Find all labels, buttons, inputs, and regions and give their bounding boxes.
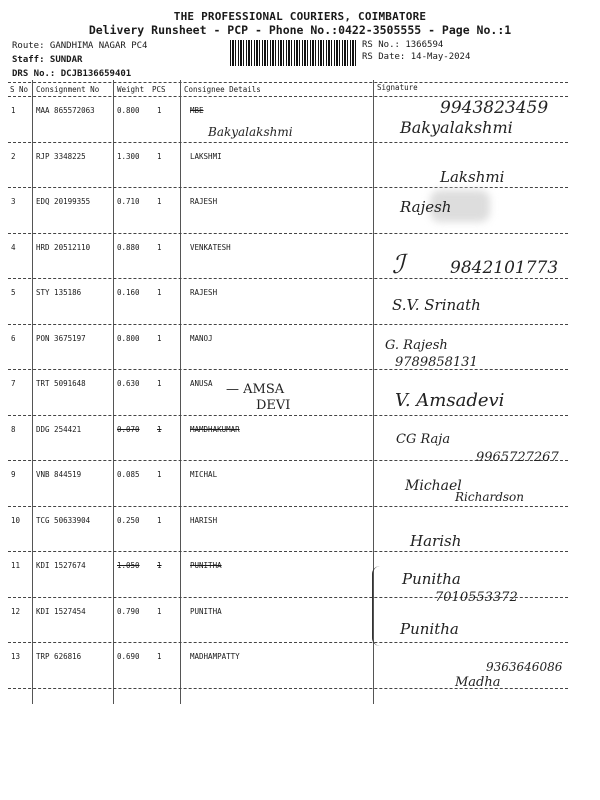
cell-consignment: HRD 20512110 bbox=[36, 242, 91, 252]
cell-weight: 0.160 bbox=[117, 288, 140, 297]
row-separator bbox=[8, 551, 568, 552]
cell-sno: 3 bbox=[11, 197, 16, 206]
cell-consignee: HARISH bbox=[190, 515, 218, 525]
handwritten-phone: 9789858131 bbox=[395, 355, 478, 370]
col-sno: S No bbox=[10, 85, 29, 94]
signature: Punitha bbox=[400, 620, 459, 638]
header-top-rule bbox=[8, 82, 568, 83]
signature-mark: ℐ bbox=[392, 250, 405, 280]
cell-sno: 8 bbox=[11, 424, 16, 434]
row-separator bbox=[8, 324, 568, 325]
cell-consignment: MAA 865572063 bbox=[36, 106, 95, 115]
cell-pcs: 1 bbox=[157, 561, 162, 570]
cell-consignment: DDG 254421 bbox=[36, 424, 82, 434]
handwritten-note: DEVI bbox=[256, 398, 291, 413]
col-consignee: Consignee Details bbox=[184, 85, 261, 94]
row-separator bbox=[8, 187, 568, 188]
cell-consignee: MAMDHAKUMAR bbox=[190, 424, 240, 434]
cell-pcs: 1 bbox=[157, 106, 162, 115]
signature: CG Raja bbox=[396, 432, 451, 447]
cell-consignee: ANUSA bbox=[190, 379, 213, 388]
cell-weight: 0.690 bbox=[117, 652, 140, 661]
cell-weight: 0.085 bbox=[117, 470, 140, 479]
cell-weight: 0.800 bbox=[117, 333, 140, 343]
cell-consignee: PUNITHA bbox=[190, 561, 222, 570]
cell-sno: 4 bbox=[11, 242, 16, 252]
cell-consignment: PON 3675197 bbox=[36, 333, 86, 343]
handwritten-phone: 9363646086 bbox=[486, 660, 563, 674]
cell-consignee: MANOJ bbox=[190, 333, 213, 343]
cell-pcs: 1 bbox=[157, 333, 162, 343]
signature: Harish bbox=[410, 532, 462, 550]
handwritten-phone: 9943823459 bbox=[440, 98, 549, 118]
handwritten-phone: 9842101773 bbox=[450, 258, 559, 278]
row-separator bbox=[8, 642, 568, 643]
row-separator bbox=[8, 506, 568, 507]
row-separator bbox=[8, 369, 568, 370]
cell-pcs: 1 bbox=[157, 242, 162, 252]
col-pcs: PCS bbox=[152, 85, 166, 94]
cell-pcs: 1 bbox=[157, 470, 162, 479]
cell-sno: 1 bbox=[11, 106, 16, 115]
cell-sno: 10 bbox=[11, 515, 21, 525]
cell-consignment: KDI 1527454 bbox=[36, 606, 86, 616]
staff: Staff: SUNDAR bbox=[12, 55, 83, 65]
barcode bbox=[230, 40, 356, 66]
rs-number: RS No.: 1366594 bbox=[362, 40, 444, 50]
cell-sno: 9 bbox=[11, 470, 16, 479]
row-separator bbox=[8, 278, 568, 279]
cell-consignee: VENKATESH bbox=[190, 242, 231, 252]
cell-sno: 5 bbox=[11, 288, 16, 297]
signature: Lakshmi bbox=[440, 168, 505, 186]
cell-weight: 0.070 bbox=[117, 424, 140, 434]
cell-weight: 0.800 bbox=[117, 106, 140, 115]
signature: Rajesh bbox=[400, 198, 452, 216]
cell-pcs: 1 bbox=[157, 515, 162, 525]
handwritten-phone: 7010553372 bbox=[435, 590, 518, 605]
signature: V. Amsadevi bbox=[395, 390, 505, 411]
cell-consignee: MADHAMPATTY bbox=[190, 652, 240, 661]
cell-pcs: 1 bbox=[157, 424, 162, 434]
cell-consignee: RAJESH bbox=[190, 288, 218, 297]
handwritten-name: Bakyalakshmi bbox=[208, 125, 293, 139]
col-consignment: Consignment No bbox=[36, 85, 100, 94]
col-sep bbox=[113, 80, 114, 704]
cell-pcs: 1 bbox=[157, 379, 162, 388]
rs-date: RS Date: 14-May-2024 bbox=[362, 52, 471, 62]
cell-weight: 1.050 bbox=[117, 561, 140, 570]
cell-consignment: TCG 50633904 bbox=[36, 515, 91, 525]
cell-consignee: RAJESH bbox=[190, 197, 218, 206]
cell-pcs: 1 bbox=[157, 606, 162, 616]
bracket-mark bbox=[372, 566, 383, 646]
cell-consignment: TRP 626816 bbox=[36, 652, 82, 661]
signature: S.V. Srinath bbox=[392, 296, 481, 314]
cell-consignee: MBE bbox=[190, 106, 204, 115]
cell-weight: 0.880 bbox=[117, 242, 140, 252]
cell-pcs: 1 bbox=[157, 197, 162, 206]
cell-sno: 13 bbox=[11, 652, 21, 661]
cell-weight: 0.630 bbox=[117, 379, 140, 388]
company-title: THE PROFESSIONAL COURIERS, COIMBATORE bbox=[173, 10, 427, 23]
row-separator bbox=[8, 415, 568, 416]
cell-sno: 6 bbox=[11, 333, 16, 343]
cell-consignee: PUNITHA bbox=[190, 606, 222, 616]
signature: Madha bbox=[455, 675, 501, 690]
runsheet-subtitle: Delivery Runsheet - PCP - Phone No.:0422-3505555 - Page No.:1 bbox=[88, 23, 512, 37]
col-signature: Signature bbox=[377, 83, 418, 92]
signature: Richardson bbox=[455, 490, 525, 504]
cell-consignment: RJP 3348225 bbox=[36, 151, 86, 161]
route: Route: GANDHIMA NAGAR PC4 bbox=[12, 41, 148, 51]
cell-sno: 11 bbox=[11, 561, 21, 570]
cell-weight: 0.250 bbox=[117, 515, 140, 525]
cell-pcs: 1 bbox=[157, 151, 162, 161]
col-sep bbox=[32, 80, 33, 704]
handwritten-note: — AMSA bbox=[226, 382, 285, 397]
cell-weight: 1.300 bbox=[117, 151, 140, 161]
drs-number: DRS No.: DCJB136659401 bbox=[12, 69, 132, 79]
cell-consignment: EDQ 20199355 bbox=[36, 197, 91, 206]
row-separator bbox=[8, 142, 568, 143]
cell-consignment: STY 135186 bbox=[36, 288, 82, 297]
handwritten-phone: 9965727267 bbox=[476, 450, 559, 465]
signature: G. Rajesh bbox=[385, 338, 448, 353]
cell-consignee: MICHAL bbox=[190, 470, 218, 479]
cell-weight: 0.710 bbox=[117, 197, 140, 206]
signature: Punitha bbox=[402, 570, 461, 588]
cell-sno: 7 bbox=[11, 379, 16, 388]
cell-sno: 12 bbox=[11, 606, 21, 616]
header-bottom-rule bbox=[8, 96, 568, 97]
cell-pcs: 1 bbox=[157, 288, 162, 297]
col-weight: Weight bbox=[117, 85, 145, 94]
col-sep bbox=[180, 80, 181, 704]
row-separator bbox=[8, 233, 568, 234]
cell-consignment: VNB 844519 bbox=[36, 470, 82, 479]
cell-weight: 0.790 bbox=[117, 606, 140, 616]
cell-consignment: KDI 1527674 bbox=[36, 561, 86, 570]
cell-pcs: 1 bbox=[157, 652, 162, 661]
cell-consignee: LAKSHMI bbox=[190, 151, 222, 161]
signature: Michael bbox=[405, 478, 462, 494]
cell-consignment: TRT 5091648 bbox=[36, 379, 86, 388]
cell-sno: 2 bbox=[11, 151, 16, 161]
signature: Bakyalakshmi bbox=[400, 118, 513, 137]
